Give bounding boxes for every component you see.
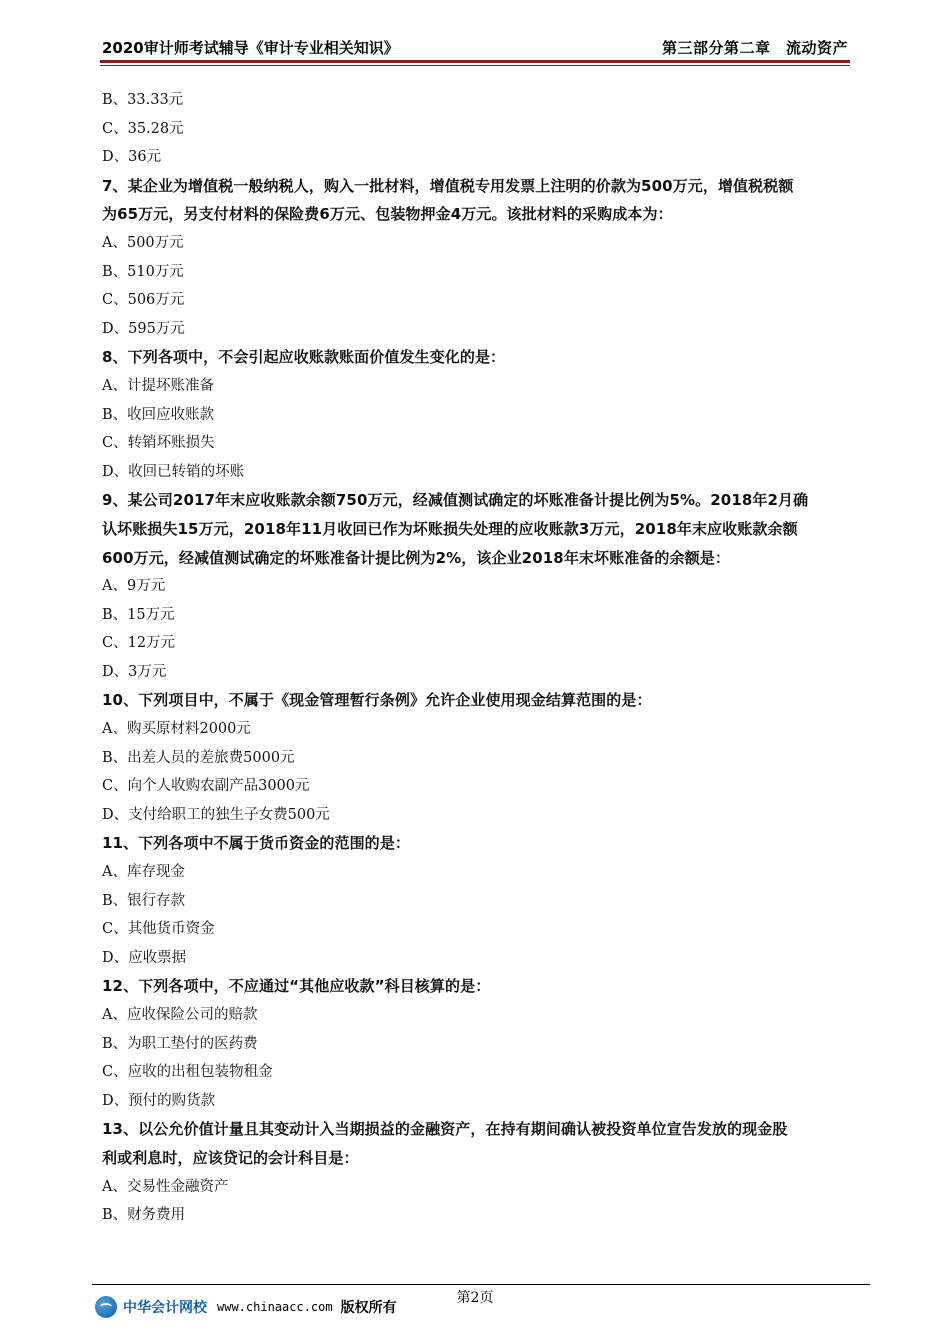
answer-option: D、3万元	[102, 663, 167, 680]
page-number: 第2页	[456, 1290, 494, 1306]
answer-option: C、35.28元	[102, 120, 184, 137]
question-text: 为65万元，另支付材料的保险费6万元、包装物押金4万元。该批材料的采购成本为：	[102, 205, 673, 224]
answer-option: B、33.33元	[102, 92, 184, 108]
answer-option: C、其他货币资金	[102, 921, 215, 938]
answer-option: A、500万元	[102, 234, 184, 251]
question-text: 认坏账损失15万元，2018年11月收回已作为坏账损失处理的应收账款3万元，2018年末应收账款余额	[102, 519, 798, 538]
question-text: 10、下列项目中，不属于《现金管理暂行条例》允许企业使用现金结算范围的是：	[102, 691, 652, 710]
chinaacc-logo-icon	[95, 1296, 117, 1318]
footer-rule	[92, 1284, 870, 1285]
question-text: 12、下列各项中，不应通过“其他应收款”科目核算的是：	[102, 977, 491, 996]
answer-option: B、出差人员的差旅费5000元	[102, 749, 295, 766]
answer-option: D、应收票据	[102, 949, 187, 966]
question-text: 600万元，经减值测试确定的坏账准备计提比例为2%，该企业2018年末坏账准备的余额是：	[102, 548, 730, 567]
footer-logo	[95, 1295, 397, 1319]
answer-option: A、购买原材料2000元	[102, 721, 251, 738]
question-text: 9、某公司2017年末应收账款余额750万元，经减值测试确定的坏账准备计提比例为5%。2018年2月确	[102, 491, 809, 510]
answer-option: D、支付给职工的独生子女费500元	[102, 806, 330, 823]
header-rule-thin	[100, 65, 850, 66]
header-chapter: 第三部分第二章 流动资产	[661, 39, 848, 57]
answer-option: C、向个人收购农副产品3000元	[102, 778, 310, 795]
answer-option: C、506万元	[102, 292, 185, 309]
page-header	[102, 30, 848, 58]
header-title: 2020审计师考试辅导《审计专业相关知识》	[102, 39, 399, 57]
answer-option: C、应收的出租包装物租金	[102, 1064, 273, 1081]
footer-url: www.chinaacc.com	[217, 1300, 333, 1314]
answer-option: C、12万元	[102, 635, 176, 652]
answer-option: D、预付的购货款	[102, 1092, 216, 1109]
answer-option: A、应收保险公司的赔款	[102, 1007, 258, 1023]
question-text: 11、下列各项中不属于货币资金的范围的是：	[102, 834, 410, 853]
answer-option: A、计提坏账准备	[102, 377, 214, 394]
question-text: 13、以公允价值计量且其变动计入当期损益的金融资产，在持有期间确认被投资单位宣告发放的现金股	[102, 1120, 788, 1139]
answer-option: C、转销坏账损失	[102, 435, 215, 452]
question-text: 8、下列各项中，不会引起应收账款账面价值发生变化的是：	[102, 348, 506, 367]
question-list	[102, 86, 852, 1230]
answer-option: B、财务费用	[102, 1207, 186, 1224]
answer-option: A、9万元	[102, 578, 166, 595]
header-rule-thick	[100, 60, 850, 63]
answer-option: D、收回已转销的坏账	[102, 463, 245, 480]
answer-option: B、银行存款	[102, 892, 186, 909]
answer-option: D、595万元	[102, 320, 185, 337]
answer-option: D、36元	[102, 149, 162, 166]
answer-option: A、库存现金	[102, 864, 185, 881]
answer-option: A、交易性金融资产	[102, 1178, 229, 1195]
footer-rights: 版权所有	[340, 1300, 397, 1316]
answer-option: B、为职工垫付的医药费	[102, 1035, 258, 1052]
question-text: 利或利息时，应该贷记的会计科目是：	[102, 1148, 359, 1167]
footer-brand: 中华会计网校	[123, 1300, 207, 1316]
question-text: 7、某企业为增值税一般纳税人，购入一批材料，增值税专用发票上注明的价款为500万元，增值税税额	[102, 176, 794, 195]
answer-option: B、收回应收账款	[102, 406, 215, 423]
answer-option: B、15万元	[102, 606, 175, 623]
answer-option: B、510万元	[102, 263, 184, 280]
